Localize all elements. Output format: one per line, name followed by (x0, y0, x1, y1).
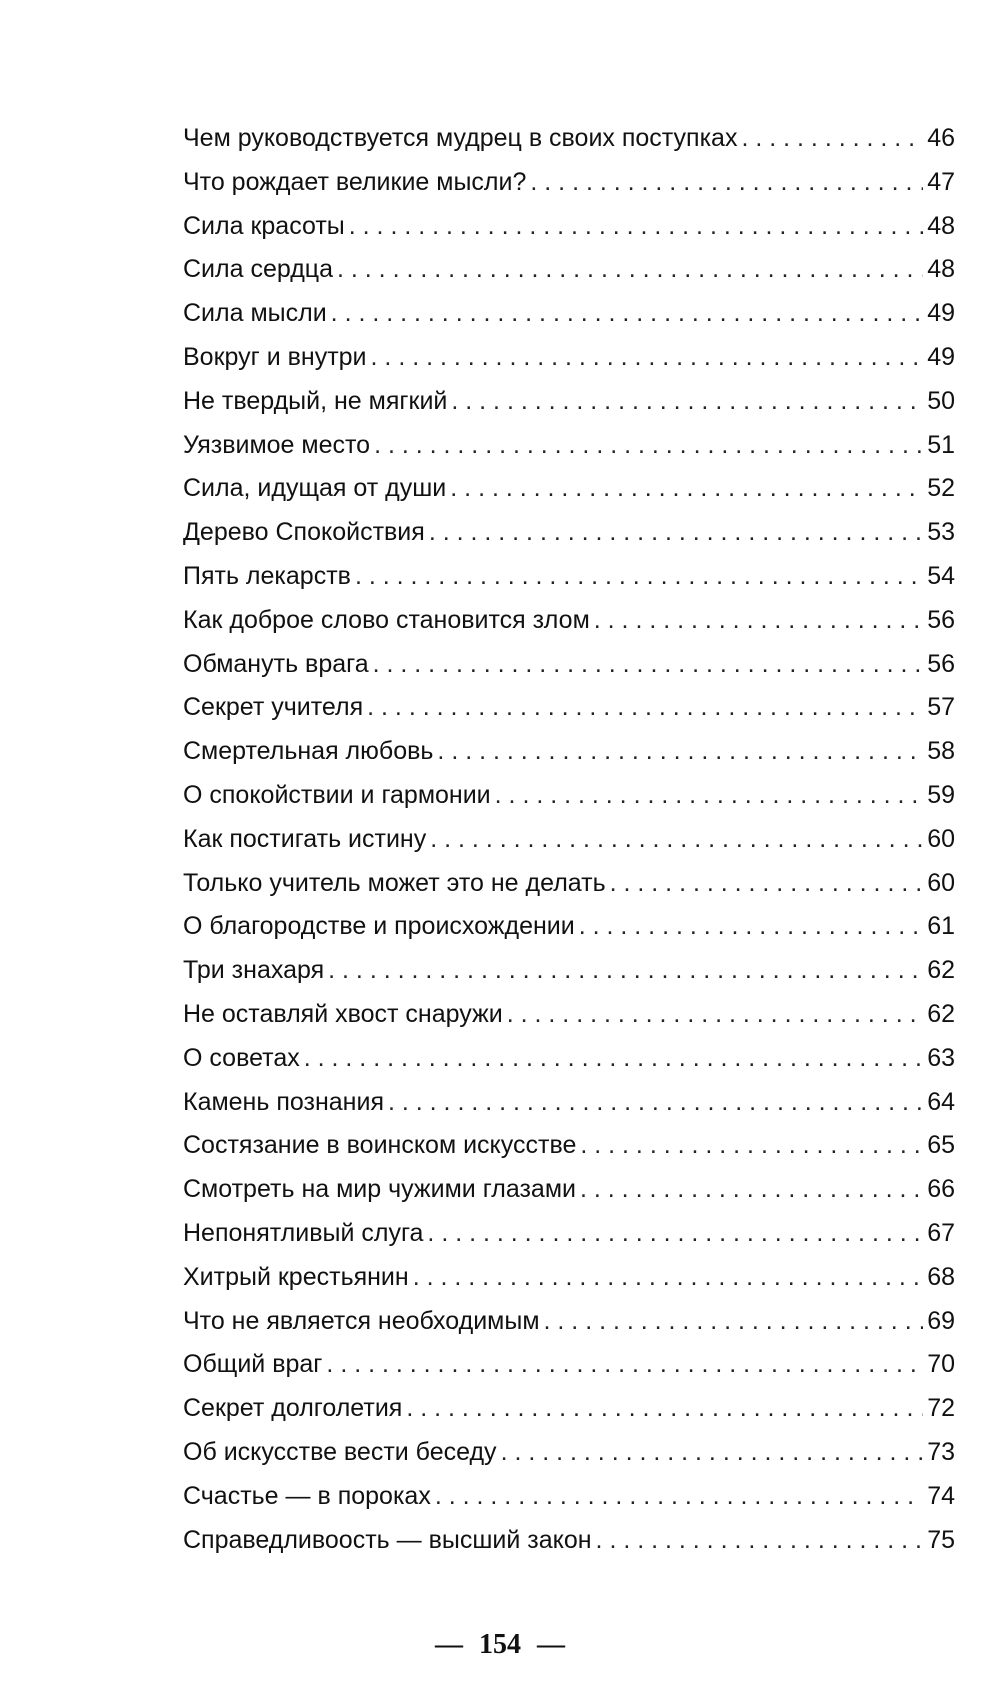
toc-entry-page: 49 (927, 299, 955, 328)
dot-leader (406, 1387, 923, 1431)
toc-entry-title: Сила красоты (183, 211, 345, 240)
toc-entry-page: 58 (927, 737, 955, 766)
toc-entry-page: 48 (927, 211, 955, 240)
toc-entry (183, 1519, 955, 1563)
toc-entry (183, 1431, 955, 1475)
toc-entry-page: 62 (927, 999, 955, 1028)
toc-entry-title: Только учитель может это не делать (183, 868, 606, 897)
toc-entry-title: Дерево Спокойствия (183, 518, 425, 547)
toc-entry (183, 905, 955, 949)
toc-entry-title: Сила сердца (183, 255, 333, 284)
dot-leader (579, 905, 923, 949)
toc-entry (183, 774, 955, 818)
dot-leader (594, 599, 923, 643)
toc-entry (183, 511, 955, 555)
toc-entry (183, 292, 955, 336)
toc-entry (183, 424, 955, 468)
toc-entry-page: 66 (927, 1175, 955, 1204)
toc-entry-page: 69 (927, 1306, 955, 1335)
toc-entry-title: О благородстве и происхождении (183, 912, 575, 941)
toc-entry (183, 1475, 955, 1519)
toc-entry (183, 1256, 955, 1300)
toc-entry-title: Сила, идущая от души (183, 474, 447, 503)
toc-entry (183, 555, 955, 599)
toc-entry-page: 68 (927, 1262, 955, 1291)
toc-entry (183, 993, 955, 1037)
toc-entry-title: Секрет учителя (183, 693, 364, 722)
toc-entry-title: Как доброе слово становится злом (183, 605, 590, 634)
toc-entry-page: 70 (927, 1350, 955, 1379)
toc-entry-title: Секрет долголетия (183, 1394, 403, 1423)
toc-entry-page: 57 (927, 693, 955, 722)
dot-leader (430, 818, 923, 862)
dot-leader (429, 511, 923, 555)
toc-entry (183, 380, 955, 424)
dot-leader (610, 862, 924, 906)
toc-entry (183, 862, 955, 906)
toc-entry-page: 67 (927, 1218, 955, 1247)
page-number: 154 (479, 1629, 521, 1660)
toc-entry (183, 1081, 955, 1125)
dot-leader (530, 161, 923, 205)
toc-entry (183, 643, 955, 687)
toc-entry-page: 56 (927, 605, 955, 634)
dot-leader (371, 336, 924, 380)
toc-entry-title: Смотреть на мир чужими глазами (183, 1175, 576, 1204)
toc-entry (183, 730, 955, 774)
toc-entry-page: 73 (927, 1437, 955, 1466)
dot-leader (304, 1037, 923, 1081)
dot-leader (596, 1519, 924, 1563)
dot-leader (331, 292, 924, 336)
toc-entry (183, 1343, 955, 1387)
toc-entry-page: 48 (927, 255, 955, 284)
toc-entry-title: Состязание в воинском искусстве (183, 1131, 577, 1160)
toc-entry-page: 64 (927, 1087, 955, 1116)
dot-leader (349, 205, 923, 249)
toc-entry (183, 1168, 955, 1212)
dot-leader (337, 248, 923, 292)
toc-entry (183, 949, 955, 993)
dot-leader (544, 1300, 924, 1344)
toc-entry-title: Общий враг (183, 1350, 323, 1379)
footer-dash-left: — (435, 1629, 463, 1660)
footer-dash-right: — (537, 1629, 565, 1660)
dot-leader (507, 993, 923, 1037)
toc-entry-title: Сила мысли (183, 299, 327, 328)
dot-leader (741, 117, 923, 161)
toc-entry-title: Не оставляй хвост снаружи (183, 999, 503, 1028)
toc-entry (183, 248, 955, 292)
toc-entry-page: 62 (927, 956, 955, 985)
dot-leader (328, 949, 923, 993)
toc-entry-page: 75 (927, 1525, 955, 1554)
toc-entry (183, 818, 955, 862)
toc-entry-title: Счастье — в пороках (183, 1481, 431, 1510)
dot-leader (580, 1168, 923, 1212)
toc-entry-title: Непонятливый слуга (183, 1218, 424, 1247)
toc-entry-page: 52 (927, 474, 955, 503)
toc-entry-title: Три знахаря (183, 956, 325, 985)
toc-entry (183, 1212, 955, 1256)
toc-entry-title: Справедливоость — высший закон (183, 1525, 592, 1554)
toc-entry-title: Вокруг и внутри (183, 342, 367, 371)
toc-entry (183, 205, 955, 249)
toc-entry-page: 60 (927, 868, 955, 897)
page-number-footer (0, 1629, 1000, 1661)
toc-entry (183, 599, 955, 643)
toc-entry-page: 61 (927, 912, 955, 941)
toc-entry-page: 49 (927, 342, 955, 371)
dot-leader (451, 380, 923, 424)
dot-leader (435, 1475, 923, 1519)
toc-entry-title: Камень познания (183, 1087, 384, 1116)
toc-entry-title: Как постигать истину (183, 824, 427, 853)
toc-entry-page: 59 (927, 780, 955, 809)
dot-leader (501, 1431, 924, 1475)
toc-entry-title: Чем руководствуется мудрец в своих поступках (183, 124, 738, 152)
toc-entry-title: Смертельная любовь (183, 737, 434, 766)
toc-entry-page: 56 (927, 649, 955, 678)
toc-entry-page: 54 (927, 561, 955, 590)
toc-entry-title: Хитрый крестьянин (183, 1262, 409, 1291)
toc-entry (183, 467, 955, 511)
toc-entry-page: 46 (927, 124, 955, 152)
toc-entry-page: 60 (927, 824, 955, 853)
toc-entry-title: О спокойствии и гармонии (183, 780, 491, 809)
dot-leader (374, 424, 923, 468)
toc-entry-title: О советах (183, 1043, 300, 1072)
toc-entry (183, 336, 955, 380)
toc-entry (183, 117, 955, 161)
toc-entry-page: 65 (927, 1131, 955, 1160)
dot-leader (355, 555, 923, 599)
dot-leader (495, 774, 924, 818)
dot-leader (450, 467, 923, 511)
toc-entry-page: 50 (927, 386, 955, 415)
toc-entry-title: Обмануть врага (183, 649, 369, 678)
toc-entry-title: Уязвимое место (183, 430, 371, 459)
dot-leader (427, 1212, 923, 1256)
dot-leader (437, 730, 923, 774)
dot-leader (580, 1124, 923, 1168)
toc-entry (183, 686, 955, 730)
toc-entry-title: Не твердый, не мягкий (183, 386, 448, 415)
dot-leader (388, 1081, 923, 1125)
table-of-contents (183, 117, 955, 1562)
dot-leader (367, 686, 923, 730)
toc-entry-title: Что рождает великие мысли? (183, 167, 527, 196)
toc-entry-page: 63 (927, 1043, 955, 1072)
toc-entry (183, 1300, 955, 1344)
dot-leader (326, 1343, 923, 1387)
dot-leader (373, 643, 924, 687)
toc-entry-title: Пять лекарств (183, 561, 351, 590)
toc-entry-page: 47 (927, 167, 955, 196)
toc-entry-title: Об искусстве вести беседу (183, 1437, 497, 1466)
toc-entry-page: 51 (927, 430, 955, 459)
toc-entry (183, 1387, 955, 1431)
toc-entry-title: Что не является необходимым (183, 1306, 540, 1335)
toc-entry-page: 72 (927, 1394, 955, 1423)
toc-entry-page: 74 (927, 1481, 955, 1510)
dot-leader (413, 1256, 923, 1300)
toc-entry (183, 1124, 955, 1168)
toc-entry (183, 161, 955, 205)
toc-entry-page: 53 (927, 518, 955, 547)
toc-entry (183, 1037, 955, 1081)
